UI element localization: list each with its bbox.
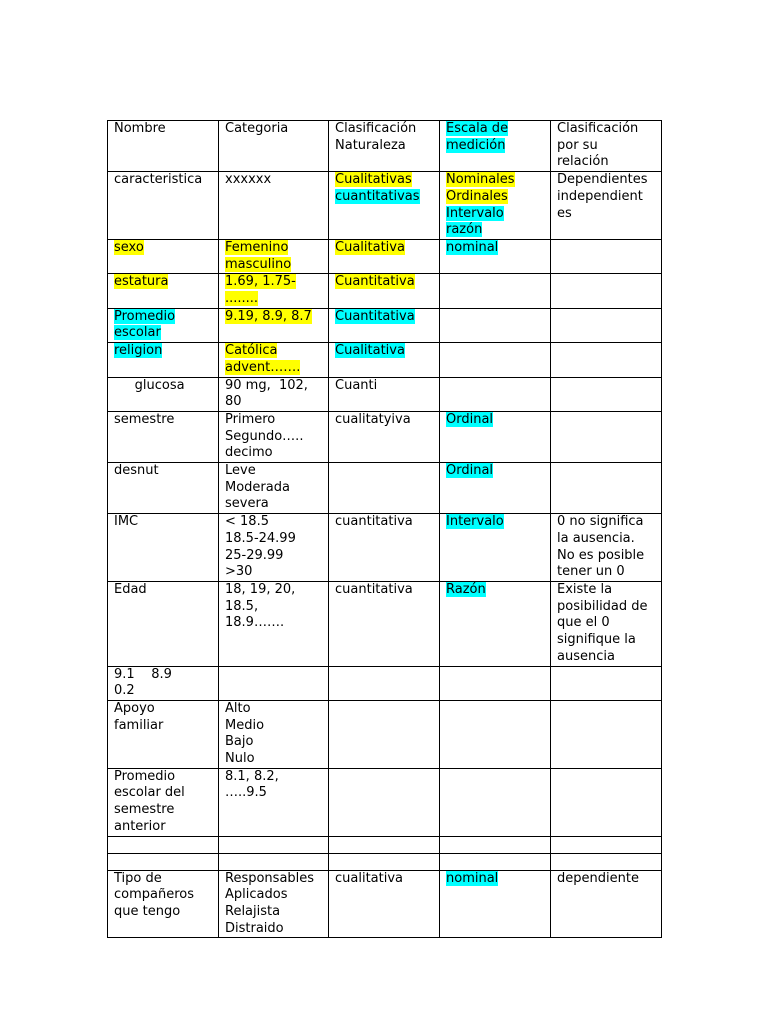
cell-line: posibilidad de (557, 598, 648, 614)
cell-line: 18.5-24.99 (225, 530, 296, 546)
cell-line: cualitativa (335, 870, 404, 886)
cell-line: semestre (114, 411, 175, 427)
cell-escala (440, 239, 551, 273)
cell-line: que tengo (114, 903, 181, 919)
cell-nombre (108, 870, 219, 938)
cell-line: Distraido (225, 920, 284, 936)
cell-line: Nulo (225, 751, 255, 767)
cell-relacion (551, 581, 662, 666)
cell-escala (440, 853, 551, 870)
cell-line: 25-29.99 (225, 547, 284, 563)
table-row (108, 274, 662, 308)
cell-naturaleza (329, 853, 440, 870)
cell-escala (440, 463, 551, 514)
table-row (108, 666, 662, 700)
highlight: ........ (225, 291, 259, 307)
table-row (108, 581, 662, 666)
cell-line: …..9.5 (225, 785, 267, 801)
cell-line (446, 514, 544, 531)
cell-naturaleza (329, 411, 440, 462)
cell-naturaleza (329, 172, 440, 240)
table-row (108, 239, 662, 273)
cell-line: Aplicados (225, 887, 288, 903)
cell-escala (440, 274, 551, 308)
cell-nombre (108, 514, 219, 582)
cell-nombre (108, 666, 219, 700)
cell-escala (440, 308, 551, 342)
highlight: religion (114, 343, 163, 359)
cell-escala (440, 768, 551, 836)
cell-escala (440, 700, 551, 768)
cell-relacion (551, 666, 662, 700)
cell-categoria (219, 239, 329, 273)
cell-line: semestre (114, 802, 175, 818)
cell-line: decimo (225, 445, 273, 461)
cell-line (225, 274, 322, 291)
cell-line: la ausencia. (557, 530, 635, 546)
highlight: cuantitativas (335, 188, 420, 204)
cell-line: familiar (114, 717, 164, 733)
cell-escala (440, 836, 551, 853)
highlight: nominal (446, 239, 499, 255)
cell-categoria (219, 581, 329, 666)
cell-line: relación (557, 154, 609, 170)
cell-line: Bajo (225, 734, 254, 750)
table-row (108, 343, 662, 377)
cell-line (335, 172, 433, 189)
cell-escala (440, 411, 551, 462)
cell-line: >30 (225, 564, 253, 580)
highlight: medición (446, 137, 506, 153)
cell-nombre (108, 239, 219, 273)
highlight: Razón (446, 581, 486, 597)
cell-line: signifique la (557, 632, 636, 648)
cell-line (225, 309, 322, 326)
header-cell-escala-medicion (440, 121, 551, 172)
cell-line (335, 343, 433, 360)
cell-escala (440, 666, 551, 700)
table-row (108, 514, 662, 582)
cell-line (446, 189, 544, 206)
cell-nombre (108, 377, 219, 411)
cell-nombre (108, 853, 219, 870)
cell-nombre (108, 411, 219, 462)
cell-line: Primero (225, 411, 276, 427)
highlight: Ordinal (446, 411, 494, 427)
cell-naturaleza (329, 308, 440, 342)
cell-line (114, 309, 212, 326)
cell-naturaleza (329, 870, 440, 938)
cell-line: por su (557, 137, 598, 153)
cell-line: Existe la (557, 581, 613, 597)
cell-naturaleza (329, 239, 440, 273)
table-body (108, 121, 662, 938)
cell-line (446, 172, 544, 189)
table-row (108, 172, 662, 240)
header-cell-clasificacion-naturaleza (329, 121, 440, 172)
cell-naturaleza (329, 274, 440, 308)
highlight: escolar (114, 325, 161, 341)
cell-line (114, 240, 212, 257)
cell-line (446, 582, 544, 599)
cell-relacion (551, 274, 662, 308)
table-row (108, 463, 662, 514)
cell-categoria (219, 274, 329, 308)
cell-line: Apoyo (114, 700, 155, 716)
cell-line (225, 360, 322, 377)
cell-nombre (108, 700, 219, 768)
cell-line: 0.2 (114, 683, 135, 699)
cell-line: 0 no significa (557, 514, 644, 530)
cell-line (446, 121, 544, 138)
cell-line: 9.1 8.9 (114, 666, 172, 682)
highlight: Promedio (114, 308, 176, 324)
cell-line: compañeros (114, 887, 195, 903)
highlight: advent……. (225, 359, 301, 375)
cell-line (446, 240, 544, 257)
cell-line (114, 325, 212, 342)
table-row (108, 700, 662, 768)
cell-line: Promedio (114, 768, 176, 784)
cell-escala (440, 581, 551, 666)
highlight: Intervalo (446, 514, 504, 530)
cell-categoria (219, 172, 329, 240)
cell-nombre (108, 581, 219, 666)
cell-line: caracteristica (114, 172, 203, 188)
cell-categoria (219, 768, 329, 836)
cell-line: 18.9……. (225, 615, 285, 631)
cell-line: Segundo….. (225, 428, 304, 444)
cell-categoria (219, 343, 329, 377)
cell-line: Tipo de (114, 870, 162, 886)
cell-line: < 18.5 (225, 514, 269, 530)
cell-line: cuantitativa (335, 514, 413, 530)
cell-categoria (219, 377, 329, 411)
highlight: Femenino (225, 239, 289, 255)
highlight: masculino (225, 256, 292, 272)
highlight: nominal (446, 870, 499, 886)
highlight: Ordinales (446, 188, 508, 204)
cell-line: 8.1, 8.2, (225, 768, 279, 784)
table-row (108, 768, 662, 836)
cell-escala (440, 343, 551, 377)
table-row (108, 836, 662, 853)
cell-naturaleza (329, 377, 440, 411)
cell-categoria (219, 411, 329, 462)
cell-line (335, 309, 433, 326)
cell-line: cuantitativa (335, 581, 413, 597)
highlight: Cualitativas (335, 172, 412, 188)
cell-relacion (551, 768, 662, 836)
header-cell-nombre (108, 121, 219, 172)
cell-line: Naturaleza (335, 137, 406, 153)
header-cell-clasificacion-relacion (551, 121, 662, 172)
cell-line: independient (557, 188, 643, 204)
cell-relacion (551, 514, 662, 582)
cell-relacion (551, 172, 662, 240)
table-row (108, 870, 662, 938)
cell-nombre (108, 308, 219, 342)
cell-relacion (551, 700, 662, 768)
cell-line: Clasificación (557, 121, 639, 136)
cell-relacion (551, 853, 662, 870)
cell-naturaleza (329, 343, 440, 377)
highlight: Cualitativa (335, 343, 405, 359)
highlight: Ordinal (446, 463, 494, 479)
cell-nombre (108, 836, 219, 853)
cell-line: cualitatyiva (335, 411, 411, 427)
cell-line (446, 222, 544, 239)
cell-naturaleza (329, 836, 440, 853)
table-row (108, 853, 662, 870)
cell-line (446, 871, 544, 888)
header-row (108, 121, 662, 172)
cell-categoria (219, 700, 329, 768)
cell-line: Nombre (114, 121, 166, 136)
cell-line: Clasificación (335, 121, 417, 136)
highlight: 9.19, 8.9, 8.7 (225, 308, 312, 324)
highlight: Cuantitativa (335, 308, 415, 324)
cell-categoria (219, 870, 329, 938)
cell-relacion (551, 411, 662, 462)
cell-line: 18, 19, 20, (225, 581, 296, 597)
cell-naturaleza (329, 666, 440, 700)
cell-line: Medio (225, 717, 265, 733)
cell-line (446, 138, 544, 155)
cell-naturaleza (329, 700, 440, 768)
cell-escala (440, 377, 551, 411)
cell-relacion (551, 870, 662, 938)
cell-escala (440, 514, 551, 582)
highlight: Cuantitativa (335, 274, 415, 290)
cell-relacion (551, 836, 662, 853)
cell-relacion (551, 239, 662, 273)
cell-line: Edad (114, 581, 147, 597)
cell-relacion (551, 343, 662, 377)
cell-escala (440, 172, 551, 240)
cell-line: xxxxxx (225, 172, 272, 188)
cell-line (446, 463, 544, 480)
cell-line: Leve (225, 463, 256, 479)
highlight: sexo (114, 239, 144, 255)
cell-line: Cuanti (335, 377, 378, 393)
cell-line: IMC (114, 514, 139, 530)
cell-line (335, 240, 433, 257)
cell-line: tener un 0 (557, 564, 625, 580)
highlight: estatura (114, 274, 169, 290)
cell-nombre (108, 172, 219, 240)
cell-line: Alto (225, 700, 251, 716)
cell-escala (440, 870, 551, 938)
cell-line: severa (225, 496, 269, 512)
highlight: Cualitativa (335, 239, 405, 255)
cell-line (335, 189, 433, 206)
cell-line: escolar del (114, 785, 185, 801)
header-cell-categoria (219, 121, 329, 172)
cell-line: Dependientes (557, 172, 648, 188)
cell-line: 80 (225, 394, 242, 410)
table-row (108, 411, 662, 462)
cell-line: No es posible (557, 547, 645, 563)
cell-nombre (108, 768, 219, 836)
cell-line: anterior (114, 818, 166, 834)
cell-relacion (551, 377, 662, 411)
cell-line: es (557, 205, 572, 221)
variables-table (107, 120, 662, 938)
cell-categoria (219, 514, 329, 582)
cell-line (225, 240, 322, 257)
highlight: Católica (225, 343, 278, 359)
cell-line: Relajista (225, 903, 281, 919)
cell-line: 90 mg, 102, (225, 377, 308, 393)
cell-line (225, 343, 322, 360)
cell-line (446, 206, 544, 223)
cell-nombre (108, 343, 219, 377)
highlight: razón (446, 222, 483, 238)
cell-naturaleza (329, 463, 440, 514)
highlight: Nominales (446, 172, 515, 188)
cell-line (335, 274, 433, 291)
highlight: Escala de (446, 121, 509, 136)
cell-line (114, 274, 212, 291)
cell-relacion (551, 308, 662, 342)
cell-line: glucosa (114, 377, 185, 393)
table-row (108, 377, 662, 411)
cell-categoria (219, 308, 329, 342)
cell-line: 18.5, (225, 598, 259, 614)
cell-line: que el 0 (557, 615, 610, 631)
cell-naturaleza (329, 581, 440, 666)
cell-naturaleza (329, 768, 440, 836)
cell-line: ausencia (557, 648, 615, 664)
cell-categoria (219, 836, 329, 853)
cell-line: Moderada (225, 479, 290, 495)
cell-nombre (108, 274, 219, 308)
cell-line: Responsables (225, 870, 315, 886)
cell-categoria (219, 666, 329, 700)
cell-relacion (551, 463, 662, 514)
cell-categoria (219, 853, 329, 870)
cell-categoria (219, 463, 329, 514)
cell-line (446, 412, 544, 429)
cell-line (114, 343, 212, 360)
cell-naturaleza (329, 514, 440, 582)
cell-line: desnut (114, 463, 159, 479)
cell-line: dependiente (557, 870, 639, 886)
cell-nombre (108, 463, 219, 514)
cell-line (225, 291, 322, 308)
cell-line: Categoria (225, 121, 289, 136)
table-row (108, 308, 662, 342)
highlight: 1.69, 1.75- (225, 274, 296, 290)
cell-line (225, 257, 322, 274)
highlight: Intervalo (446, 205, 504, 221)
